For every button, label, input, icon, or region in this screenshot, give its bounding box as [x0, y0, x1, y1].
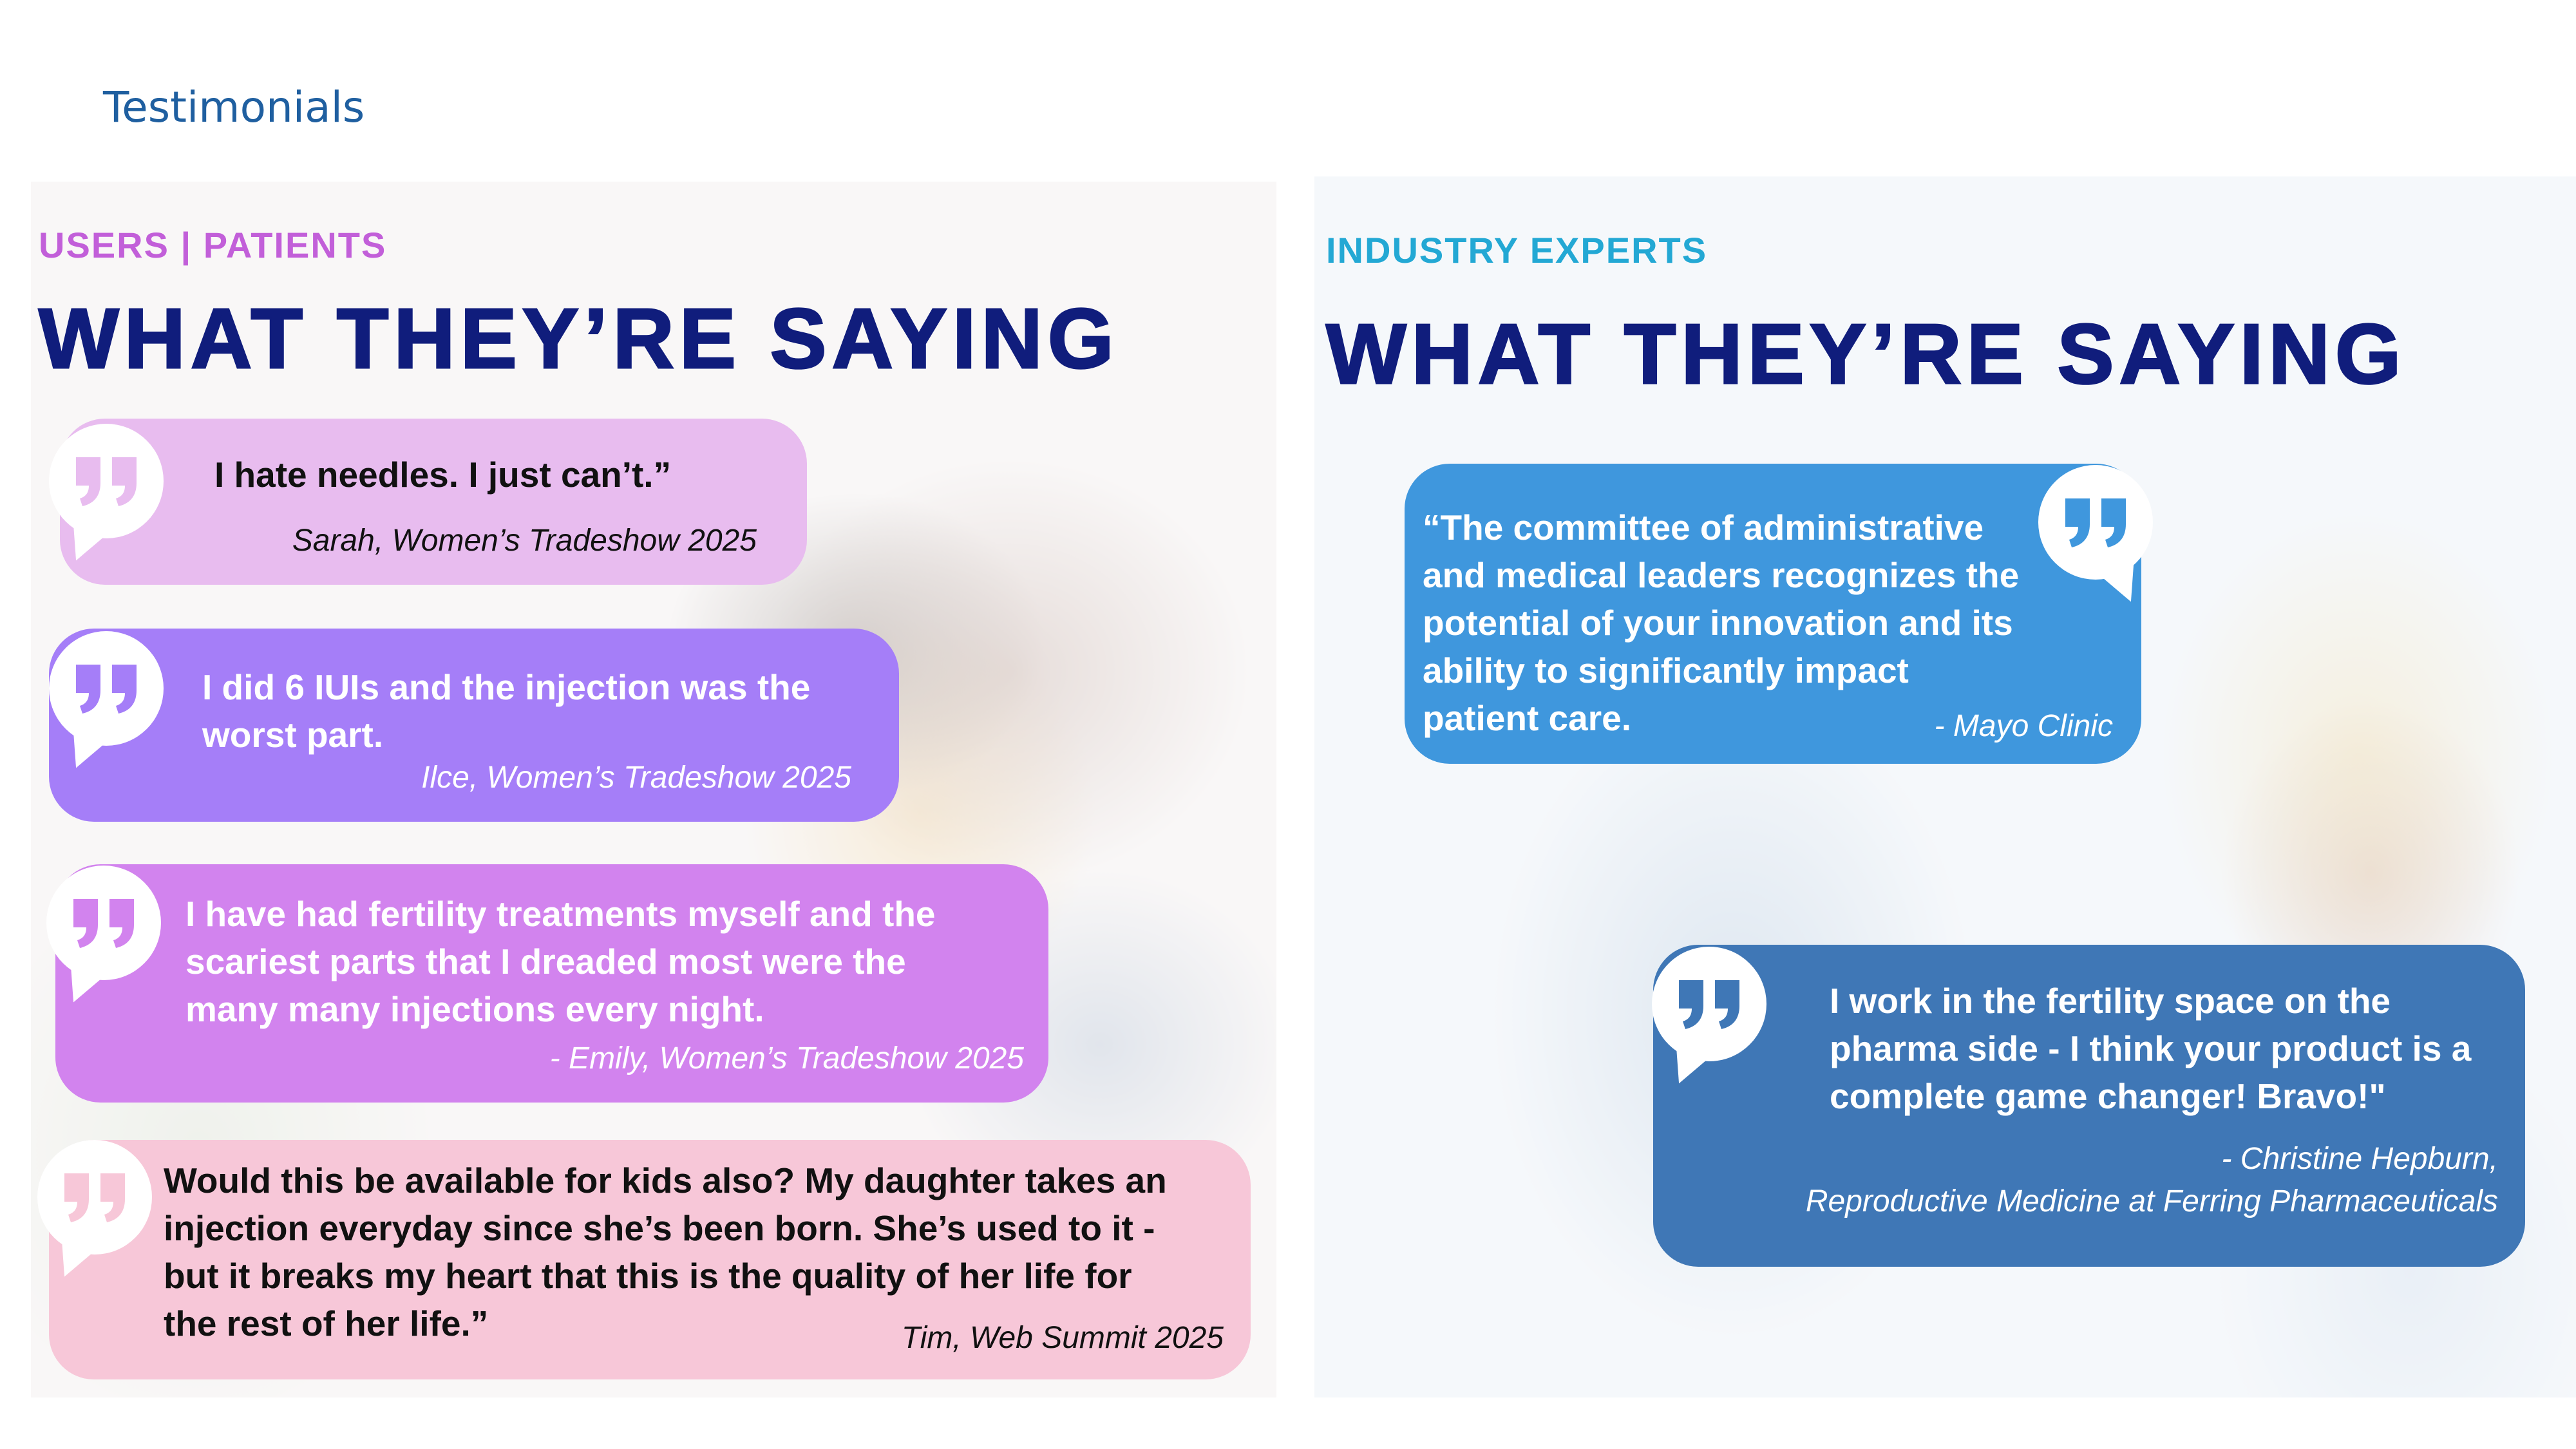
right-headline: WHAT THEY’RE SAYING [1326, 307, 2407, 401]
testimonial-quote [1423, 504, 2019, 742]
testimonial-bubble-sarah [60, 419, 807, 585]
quote-icon [2038, 465, 2153, 580]
quote-line: I hate needles. I just can’t.” [214, 455, 672, 495]
industry-experts-label: INDUSTRY EXPERTS [1326, 230, 1708, 270]
testimonial-bubble-emily [55, 864, 1048, 1103]
quote-line: and medical leaders recognizes the [1423, 555, 2020, 595]
quote-line: many many injections every night. [185, 989, 764, 1029]
quote-line: potential of your innovation and its [1423, 603, 2013, 643]
quote-line: I did 6 IUIs and the injection was the [202, 667, 811, 707]
quote-line: pharma side - I think your product is a [1830, 1028, 2472, 1068]
quote-line: I have had fertility treatments myself and the [185, 894, 936, 934]
quote-line: complete game changer! Bravo!" [1830, 1076, 2386, 1116]
left-headline: WHAT THEY’RE SAYING [39, 291, 1119, 386]
quote-line: the rest of her life.” [164, 1303, 489, 1343]
testimonial-bubble-ilce [49, 629, 899, 822]
testimonial-quote [214, 451, 671, 498]
users-patients-panel [31, 182, 1276, 1397]
testimonial-bubble-christine-hepburn [1653, 945, 2525, 1267]
quote-line: scariest parts that I dreaded most were the [185, 942, 906, 981]
testimonial-attribution: - Mayo Clinic [1934, 709, 2113, 743]
testimonial-bubble-mayo-clinic [1405, 464, 2141, 764]
testimonial-attribution: Tim, Web Summit 2025 [901, 1321, 1224, 1355]
quote-icon [46, 866, 161, 980]
page-title: Testimonials [103, 82, 365, 132]
industry-experts-panel [1314, 176, 2576, 1397]
attribution-line: Reproductive Medicine at Ferring Pharmaceuticals [1805, 1184, 2498, 1218]
testimonial-attribution [1806, 1138, 2498, 1223]
testimonial-bubble-tim [49, 1140, 1251, 1379]
quote-line: “The committee of administrative [1423, 507, 1984, 547]
quote-icon [49, 424, 164, 538]
testimonial-attribution: - Emily, Women’s Tradeshow 2025 [549, 1041, 1024, 1075]
testimonial-quote [202, 663, 810, 759]
quote-line: patient care. [1423, 698, 1632, 738]
quote-icon [1652, 947, 1766, 1061]
quote-line: Would this be available for kids also? My daughter takes an [164, 1160, 1167, 1200]
quote-line: I work in the fertility space on the [1830, 981, 2391, 1021]
quote-line: injection everyday since she’s been born. She’s used to it - [164, 1208, 1155, 1248]
quote-line: ability to significantly impact [1423, 650, 1909, 690]
quote-icon [49, 631, 164, 746]
testimonial-attribution: Sarah, Women’s Tradeshow 2025 [292, 524, 757, 558]
attribution-line: - Christine Hepburn, [2221, 1142, 2498, 1176]
quote-line: but it breaks my heart that this is the quality of her life for [164, 1256, 1132, 1296]
quote-icon [37, 1140, 152, 1255]
quote-line: worst part. [202, 715, 384, 755]
users-patients-label: USERS | PATIENTS [39, 225, 387, 265]
testimonial-quote [1830, 977, 2471, 1120]
testimonial-attribution: Ilce, Women’s Tradeshow 2025 [421, 761, 851, 795]
testimonial-quote [185, 890, 936, 1033]
